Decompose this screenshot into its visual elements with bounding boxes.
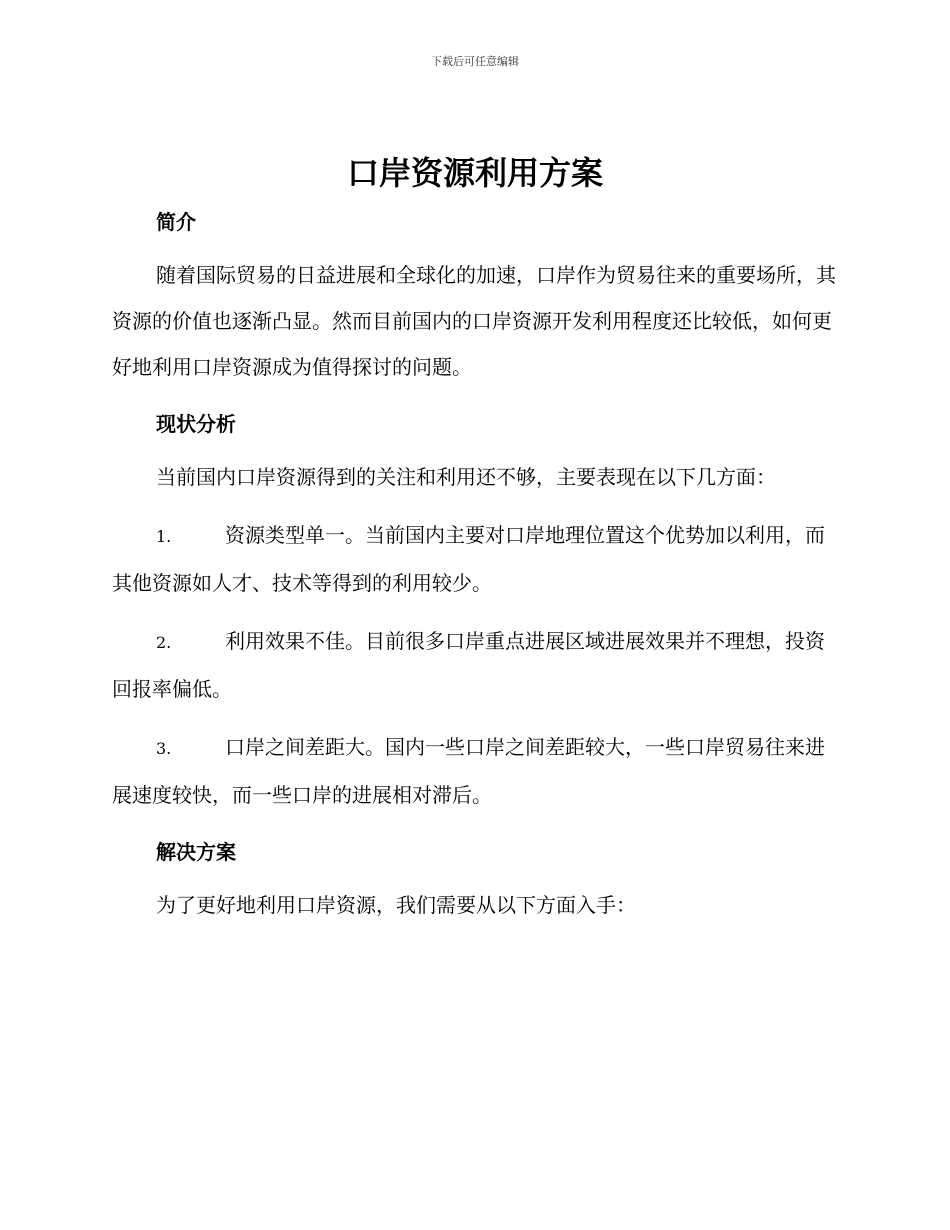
analysis-intro: 当前国内口岸资源得到的关注和利用还不够，主要表现在以下几方面：: [156, 465, 776, 489]
list-item: [112, 618, 836, 712]
list-item-number: 1.: [156, 527, 172, 546]
solution-intro: 为了更好地利用口岸资源，我们需要从以下方面入手：: [156, 893, 636, 917]
list-item-number: 3.: [156, 739, 172, 758]
section-heading-analysis: 现状分析: [156, 412, 236, 436]
document-body: [112, 204, 836, 928]
running-header: 下载后可任意编辑: [431, 55, 519, 68]
list-item-text: 利用效果不佳。目前很多口岸重点进展区域进展效果并不理想，投资回报率偏低。: [112, 629, 825, 701]
list-item: [112, 512, 836, 606]
list-item: [112, 724, 836, 818]
list-item-number: 2.: [156, 633, 172, 652]
document-title: 口岸资源利用方案: [346, 154, 603, 192]
section-heading-solution: 解决方案: [156, 840, 236, 864]
list-item-text: 资源类型单一。当前国内主要对口岸地理位置这个优势加以利用，而其他资源如人才、技术等得到的利用较少。: [112, 523, 825, 595]
intro-paragraph: 随着国际贸易的日益进展和全球化的加速，口岸作为贸易往来的重要场所，其资源的价值也逐渐凸显。然而目前国内的口岸资源开发利用程度还比较低，如何更好地利用口岸资源成为值得探讨的问题。: [112, 263, 836, 379]
section-heading-intro: 简介: [156, 210, 196, 234]
list-item-text: 口岸之间差距大。国内一些口岸之间差距较大，一些口岸贸易往来进展速度较快，而一些口岸的进展相对滞后。: [112, 735, 825, 807]
